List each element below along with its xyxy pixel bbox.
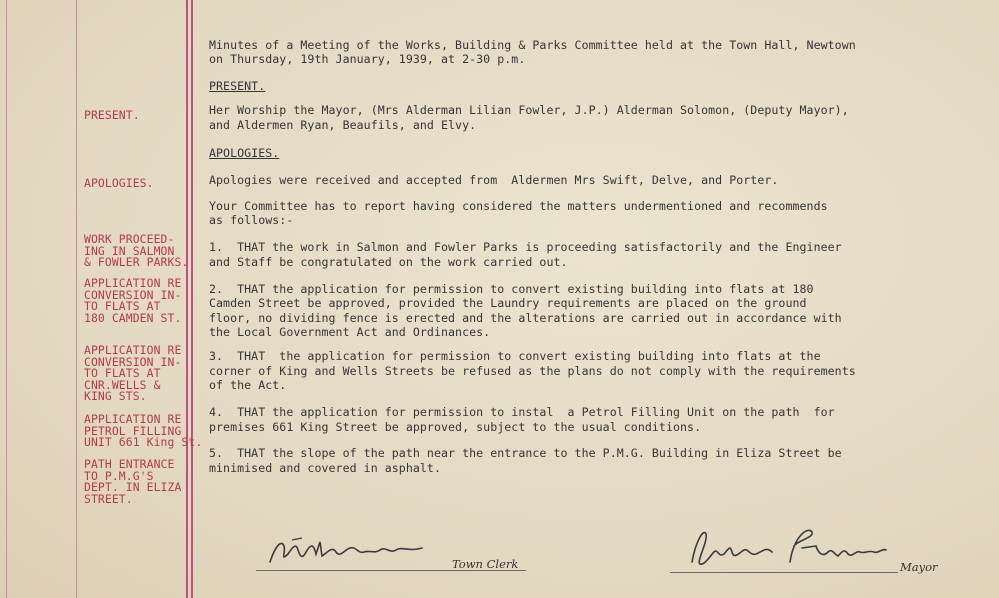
present-heading: PRESENT. (209, 79, 266, 93)
apologies-text: Apologies were received and accepted from Aldermen Mrs Swift, Delve, and Porter. (209, 173, 779, 187)
item-2-text: 2. THAT the application for permission to convert existing building into flats at 180 Camden Street be approved, provided the Laundry requirements are placed on the ground floor, no dividing fence is erected and the alterations are carried out in accordance with the Local Government Act and Ordinances. (209, 282, 842, 340)
minutes-heading-line-1: Minutes of a Meeting of the Works, Building & Parks Committee held at the Town Hall, Newtown (209, 38, 856, 52)
margin-note-item-3: APPLICATION RE CONVERSION IN- TO FLATS AT CNR.WELLS & KING STS. (84, 343, 182, 404)
margin-note-item-4: APPLICATION RE PETROL FILLING UNIT 661 King St. (84, 412, 203, 450)
item-3-text: 3. THAT the application for permission to convert existing building into flats at the corner of King and Wells Streets be refused as the plans do not comply with the requirements of the Act. (209, 349, 856, 393)
margin-rule (6, 0, 7, 598)
report-line-1: Your Committee has to report having considered the matters undermentioned and recommends (209, 199, 828, 213)
minutes-heading-line-2: on Thursday, 19th January, 1939, at 2-30 p.m. (209, 52, 526, 66)
town-clerk-label: Town Clerk (452, 557, 519, 571)
item-1-text: 1. THAT the work in Salmon and Fowler Parks is proceeding satisfactorily and the Engineer and Staff be congratulated on the work carried out. (209, 240, 842, 269)
present-line-2: and Aldermen Ryan, Beaufils, and Elvy. (209, 118, 477, 132)
mayor-signature-line (670, 572, 898, 573)
margin-note-item-2: APPLICATION RE CONVERSION IN- TO FLATS AT 180 CAMDEN ST. (84, 276, 182, 325)
town-clerk-signature (262, 532, 442, 572)
item-4-text: 4. THAT the application for permission to instal a Petrol Filling Unit on the path for premises 661 King Street be approved, subject to the usual conditions. (209, 405, 835, 434)
mayor-signature (682, 522, 892, 574)
item-5-text: 5. THAT the slope of the path near the entrance to the P.M.G. Building in Eliza Street be minimised and covered in asphalt. (209, 446, 842, 475)
mayor-label: Mayor (900, 560, 938, 574)
apologies-heading: APOLOGIES. (209, 146, 280, 160)
margin-rule (76, 0, 77, 598)
margin-note-item-1: WORK PROCEED- ING IN SALMON & FOWLER PARKS. (84, 232, 189, 270)
margin-note-present: PRESENT. (84, 108, 140, 122)
margin-note-apologies: APOLOGIES. (84, 176, 154, 190)
present-line-1: Her Worship the Mayor, (Mrs Alderman Lilian Fowler, J.P.) Alderman Solomon, (Deputy Mayor), (209, 103, 849, 117)
report-line-2: as follows:- (209, 213, 294, 227)
margin-note-item-5: PATH ENTRANCE TO P.M.G'S DEPT. IN ELIZA STREET. (84, 457, 182, 506)
